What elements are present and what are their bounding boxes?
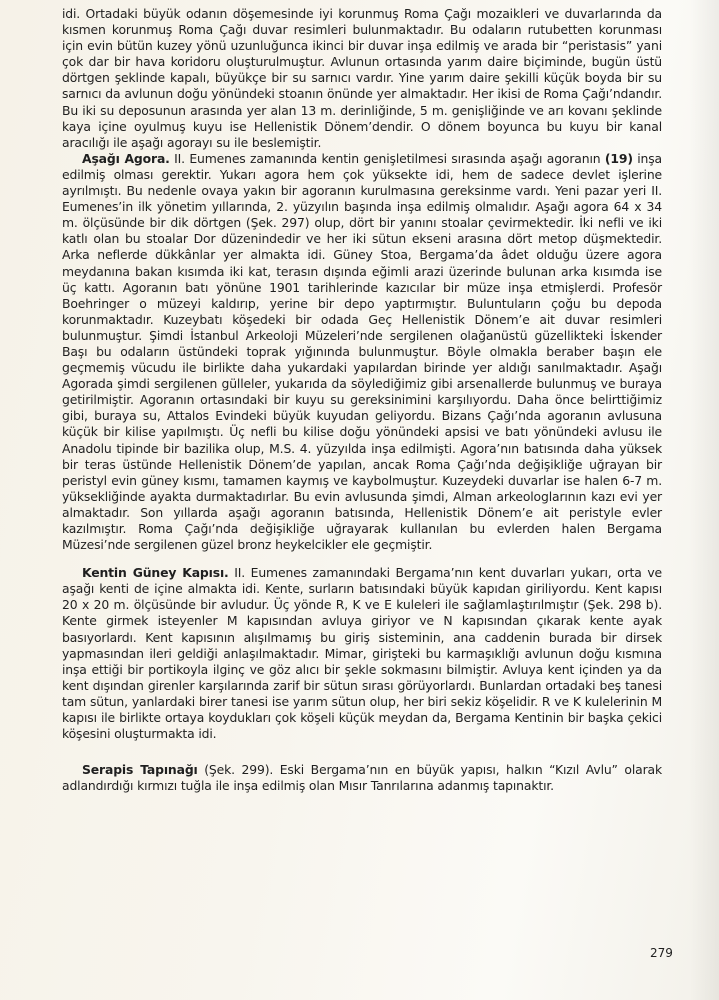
paragraph-attalos-house: idi. Ortadaki büyük odanın döşemesinde iyi korunmuş Roma Çağı mozaikleri ve duvarlarında da kısmen korunmuş Roma Çağı duvar resimleri bulunmaktadır. Bu odaların rutubetten korunması için evin bütün kuzey yönü uzunluğunca ikinci bir duvar inşa edilmiş ve arada bir “peristasis” yani çok dar bir hava koridoru oluşturulmuştur. Avlunun ortasında yarım daire biçiminde, bugün üstü dörtgen şeklinde kapalı, büyükçe bir su sarnıcı vardır. Yine yarım daire şekilli küçük boyda bir su sarnıcı da avlunun doğu yönündeki stoanın önünde yer almaktadır. Her ikisi de Roma Çağı’ndandır. Bu iki su deposunun arasında yer alan 13 m. derinliğinde, 5 m. genişliğinde ve arı kovanı şeklinde kaya içine oyulmuş kuyu ise Hellenistik Dönem’dendir. O dönem boyunca bu kuyu bir kanal aracılığı ile aşağı agorayı su ile beslemiştir. [62, 6, 662, 150]
south-gate-text: II. Eumenes zamanındaki Bergama’nın kent duvarları yukarı, orta ve aşağı kenti de içine almakta idi. Kente, surların batısındaki büyük kapıdan giriliyordu. Kent kapısı 20 x 20 m. ölçüsünde bir avludur. Üç yönde R, K ve E kuleleri ile sağlamlaştırılmıştır (Şek. 298 b). Kente girmek isteyenler M kapısından avluya giriyor ve N kapısından çıkarak kente ayak basıyorlardı. Kent kapısının alışılmamış bu giriş sisteminin, ana caddenin burada bir dirsek yapmasından ileri geldiği anlaşılmaktadır. Mimar, girişteki bu karmaşıklığı avlunun doğu kısmına inşa ettiği bir portikoyla ilginç ve göz alıcı bir şekle sokmasını bilmiştir. Avluya kent içinden ya da kent dışından girenler karşılarında zarif bir sütun sırası görüyorlardı. Bunlardan ortadaki beş tanesi tam sütun, yanlardaki birer tanesi ise yarım sütun olup, her biri sekiz köşelidir. R ve K kulelerinin M kapısı ile birlikte ortaya koydukları çok köşeli küçük meydan da, Bergama Kentinin bir başka çekici köşesini oluşturmakta idi. [62, 565, 662, 742]
heading-serapis-temple: Serapis Tapınağı [82, 762, 198, 778]
lower-agora-text-start: II. Eumenes zamanında kentin genişletilmesi sırasında aşağı agoranın [169, 150, 605, 166]
page-edge-shadow [689, 0, 719, 1000]
paragraph-serapis-temple [62, 762, 662, 794]
lower-agora-text: inşa edilmiş olması gerektir. Yukarı agora hem çok yüksekte idi, hem de sadece devlet işlerine ayrılmıştı. Bu nedenle ovaya yakın bir agoranın kurulmasına gereksinme vardı. Yeni pazar yeri II. Eumenes’in ilk yönetim yıllarında, 2. yüzyılın başında inşa edilmiş olmalıdır. Aşağı agora 64 x 34 m. ölçüsünde bir dik dörtgen (Şek. 297) olup, dört bir yanını stoalar çevirmektedir. İki nefli ve iki katlı olan bu stoalar Dor düzenindedir ve her iki sütun ekseni arasına dört metop düşmektedir. Arka neflerde dükkânlar yer almakta idi. Güney Stoa, Bergama’da âdet olduğu üzere agora meydanına bakan kısımda iki kat, terasın dışında eğimli arazi üzerinde bulunan arka kısımda ise üç kattı. Agoranın batı yönüne 1901 tarihlerinde kazıcılar bir müze inşa etmişlerdi. Profesör Boehringer o müzeyi kaldırıp, yerine bir depo yaptırmıştır. Buluntuların çoğu bu depoda korunmaktadır. Kuzeybatı köşedeki bir odada Geç Hellenistik Dönem’e ait duvar resimleri bulunmuştur. Şimdi İstanbul Arkeoloji Müzeleri’nde sergilenen olağanüstü güzellikteki İskender Başı bu odaların üstündeki toprak yığınında bulunmuştur. Böyle olmakla beraber başın ele geçmemiş vücudu ile birlikte daha yukardaki yapılardan birinde yer aldığı sanılmaktadır. Aşağı Agorada şimdi sergilenen gülleler, yukarıda da söylediğimiz gibi arsenallerde bulunmuş ve buraya getirilmiştir. Agoranın ortasındaki bir kuyu su gereksinimini karşılıyordu. Daha önce belirttiğimiz gibi, buraya su, Attalos Evindeki büyük kuyudan geliyordu. Bizans Çağı’nda agoranın avlusuna küçük bir kilise yapılmıştı. Üç nefli bu kilise doğu yönündeki apsisi ve batı yönündeki avlusu ile Anadolu tipinde bir bazilika olup, M.S. 4. yüzyılda inşa edilmişti. Agora’nın batısında daha yüksek bir teras üstünde Hellenistik Dönem’de yapılan, ancak Roma Çağı’nda değişikliğe uğrayan bir peristyl evin güney kısmı, tamamen kaymış ve kaybolmuştur. Kuzeydeki duvarlar ise halen 6-7 m. yüksekliğinde ayakta durmaktadırlar. Bu evin avlusunda şimdi, Alman arkeologlarının kazı evi yer almaktadır. Son yıllarda aşağı agoranın batısında, Hellenistik Dönem’e ait peristyle evler kazılmıştır. Roma Çağı’nda değişikliğe uğrayarak kullanılan bu evlerden halen Bergama Müzesi’nde sergilenen güzel bronz heykelcikler ele geçmiştir. [62, 150, 662, 553]
page-number: 279 [650, 946, 673, 960]
body-text [62, 6, 662, 794]
map-reference-number: (19) [604, 150, 633, 166]
heading-south-gate: Kentin Güney Kapısı. [82, 565, 229, 581]
paragraph-south-gate [62, 565, 662, 742]
serapis-temple-text: (Şek. 299). Eski Bergama’nın en büyük yapısı, halkın “Kızıl Avlu” olarak adlandırdığı kırmızı tuğla ile inşa edilmiş olan Mısır Tanrılarına adanmış tapınaktır. [62, 762, 662, 794]
paragraph-lower-agora [62, 151, 662, 553]
heading-lower-agora: Aşağı Agora. [82, 150, 170, 166]
